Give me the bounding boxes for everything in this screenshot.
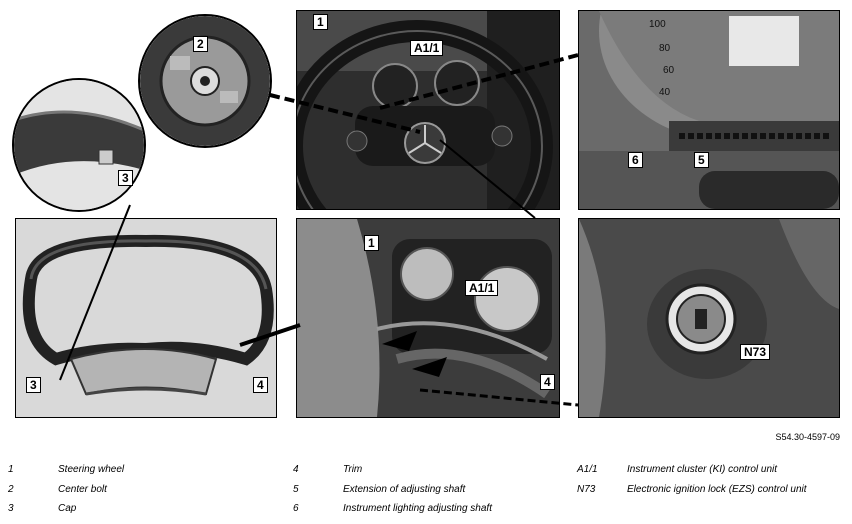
legend-text: Electronic ignition lock (EZS) control unit	[627, 484, 807, 495]
zoom-center-bolt	[138, 14, 272, 148]
trim-illustration	[16, 219, 276, 417]
legend-text: Center bolt	[58, 484, 107, 495]
callout-5: 5	[694, 152, 709, 168]
callout-1-top: 1	[313, 14, 328, 30]
callout-4-mid: 4	[540, 374, 555, 390]
callout-1-mid: 1	[364, 235, 379, 251]
photo-adjusting-shaft	[578, 10, 840, 210]
legend-text: Instrument cluster (KI) control unit	[627, 464, 778, 475]
legend-text: Instrument lighting adjusting shaft	[343, 503, 492, 514]
legend-num: A1/1	[577, 464, 598, 475]
svg-text:100: 100	[649, 19, 666, 30]
cap-illustration	[14, 80, 144, 210]
legend-text: Steering wheel	[58, 464, 125, 475]
ignition-lock-illustration	[579, 219, 839, 417]
adjusting-shaft-illustration	[579, 11, 839, 209]
legend-text: Cap	[58, 503, 77, 514]
callout-a1-1-top: A1/1	[410, 40, 443, 56]
callout-a1-1-mid: A1/1	[465, 280, 498, 296]
photo-ignition-lock	[578, 218, 840, 418]
zoom-cap	[12, 78, 146, 212]
legend-num: 4	[293, 464, 299, 475]
callout-3-bottom: 3	[26, 377, 41, 393]
svg-text:80: 80	[659, 43, 671, 54]
callout-n73: N73	[740, 344, 770, 360]
legend-num: 5	[293, 484, 299, 495]
svg-text:40: 40	[659, 87, 671, 98]
callout-3-top: 3	[118, 170, 133, 186]
legend-num: 3	[8, 503, 14, 514]
instrument-cluster-illustration	[297, 219, 559, 417]
figure-reference: S54.30-4597-09	[775, 432, 840, 442]
legend-num: N73	[577, 484, 596, 495]
callout-2: 2	[193, 36, 208, 52]
photo-instrument-cluster	[296, 218, 560, 418]
legend-num: 1	[8, 464, 14, 475]
legend	[0, 458, 852, 524]
callout-4-left: 4	[253, 377, 268, 393]
svg-text:60: 60	[663, 65, 675, 76]
legend-text: Extension of adjusting shaft	[343, 484, 466, 495]
callout-6: 6	[628, 152, 643, 168]
legend-text: Trim	[343, 464, 363, 475]
legend-num: 6	[293, 503, 299, 514]
legend-num: 2	[8, 484, 14, 495]
trim-illustration-panel	[15, 218, 277, 418]
